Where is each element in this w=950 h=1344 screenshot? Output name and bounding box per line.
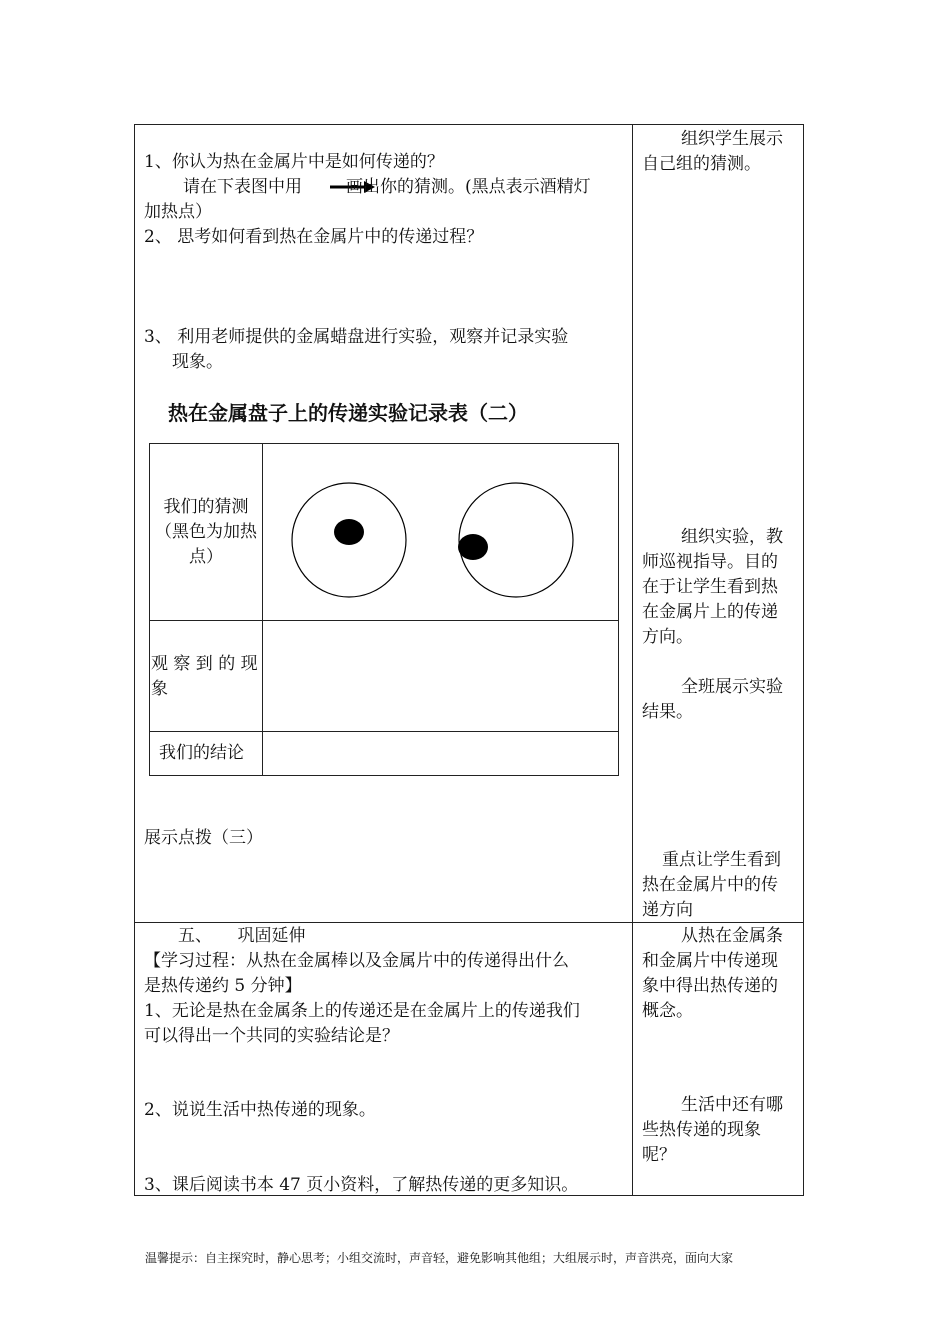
- question-3: 3、 利用老师提供的金属蜡盘进行实验，观察并记录实验: [144, 327, 569, 347]
- question-1-hint-start: 请在下表图中用: [183, 177, 302, 197]
- note-line: 呢？: [642, 1145, 676, 1165]
- section-heading: 五、 巩固延伸: [178, 926, 306, 946]
- extension-question-3: 3、课后阅读书本 47 页小资料，了解热传递的更多知识。: [144, 1175, 579, 1195]
- column-divider: [632, 124, 633, 1196]
- heat-point-center: [334, 519, 364, 545]
- row-divider: [134, 922, 804, 923]
- note-line: 象中得出热传递的: [642, 976, 778, 996]
- note-line: 组织实验，教: [681, 527, 783, 547]
- extension-question-1-wrap: 可以得出一个共同的实验结论是？: [144, 1026, 399, 1046]
- note-line: 些热传递的现象: [642, 1120, 761, 1140]
- learning-process: 【学习过程：从热在金属棒以及金属片中的传递得出什么: [144, 951, 569, 971]
- record-table-title: 热在金属盘子上的传递实验记录表（二）: [168, 401, 528, 425]
- note-line: 组织学生展示: [681, 129, 783, 149]
- conclusion-label: 我们的结论: [159, 743, 244, 763]
- note-line: 和金属片中传递现: [642, 951, 778, 971]
- note-line: 从热在金属条: [681, 926, 783, 946]
- record-table-row-divider: [149, 620, 619, 621]
- guess-label: [150, 495, 262, 570]
- show-hint: 展示点拨（三）: [144, 828, 263, 848]
- note-line: 重点让学生看到: [662, 850, 781, 870]
- metal-plate-diagrams: [263, 444, 618, 619]
- note-line: 递方向: [642, 900, 693, 920]
- observation-label: 观 察 到 的 现: [151, 654, 258, 674]
- note-line: 方向。: [642, 627, 693, 647]
- observation-label-wrap: 象: [151, 679, 168, 699]
- note-line: 自己组的猜测。: [642, 154, 761, 174]
- footer-tip: 温馨提示：自主探究时，静心思考；小组交流时，声音轻，避免影响其他组；大组展示时，声音洪亮，面向大家: [145, 1251, 734, 1265]
- question-1-hint-end: 画出你的猜测。(黑点表示酒精灯: [346, 177, 591, 197]
- note-line: 在金属片上的传递: [642, 602, 778, 622]
- guess-label-line: 我们的猜测: [163, 497, 249, 517]
- question-3-wrap: 现象。: [172, 352, 223, 372]
- note-line: 结果。: [642, 702, 693, 722]
- note-line: 热在金属片中的传: [642, 875, 778, 895]
- question-1: 1、你认为热在金属片中是如何传递的？: [144, 152, 444, 172]
- guess-label-line: 点）: [189, 547, 223, 567]
- note-line: 师巡视指导。目的: [642, 552, 778, 572]
- heat-point-edge: [458, 534, 488, 560]
- note-line: 全班展示实验: [681, 677, 783, 697]
- question-1-hint-wrap: 加热点）: [144, 202, 212, 222]
- record-table-row-divider: [149, 731, 619, 732]
- note-line: 生活中还有哪: [681, 1095, 783, 1115]
- extension-question-1: 1、无论是热在金属条上的传递还是在金属片上的传递我们: [144, 1001, 580, 1021]
- learning-process-wrap: 是热传递约 5 分钟】: [144, 976, 302, 996]
- extension-question-2: 2、说说生活中热传递的现象。: [144, 1100, 376, 1120]
- guess-label-line: （黑色为加热: [155, 522, 257, 542]
- question-2: 2、 思考如何看到热在金属片中的传递过程？: [144, 227, 484, 247]
- note-line: 概念。: [642, 1001, 693, 1021]
- note-line: 在于让学生看到热: [642, 577, 778, 597]
